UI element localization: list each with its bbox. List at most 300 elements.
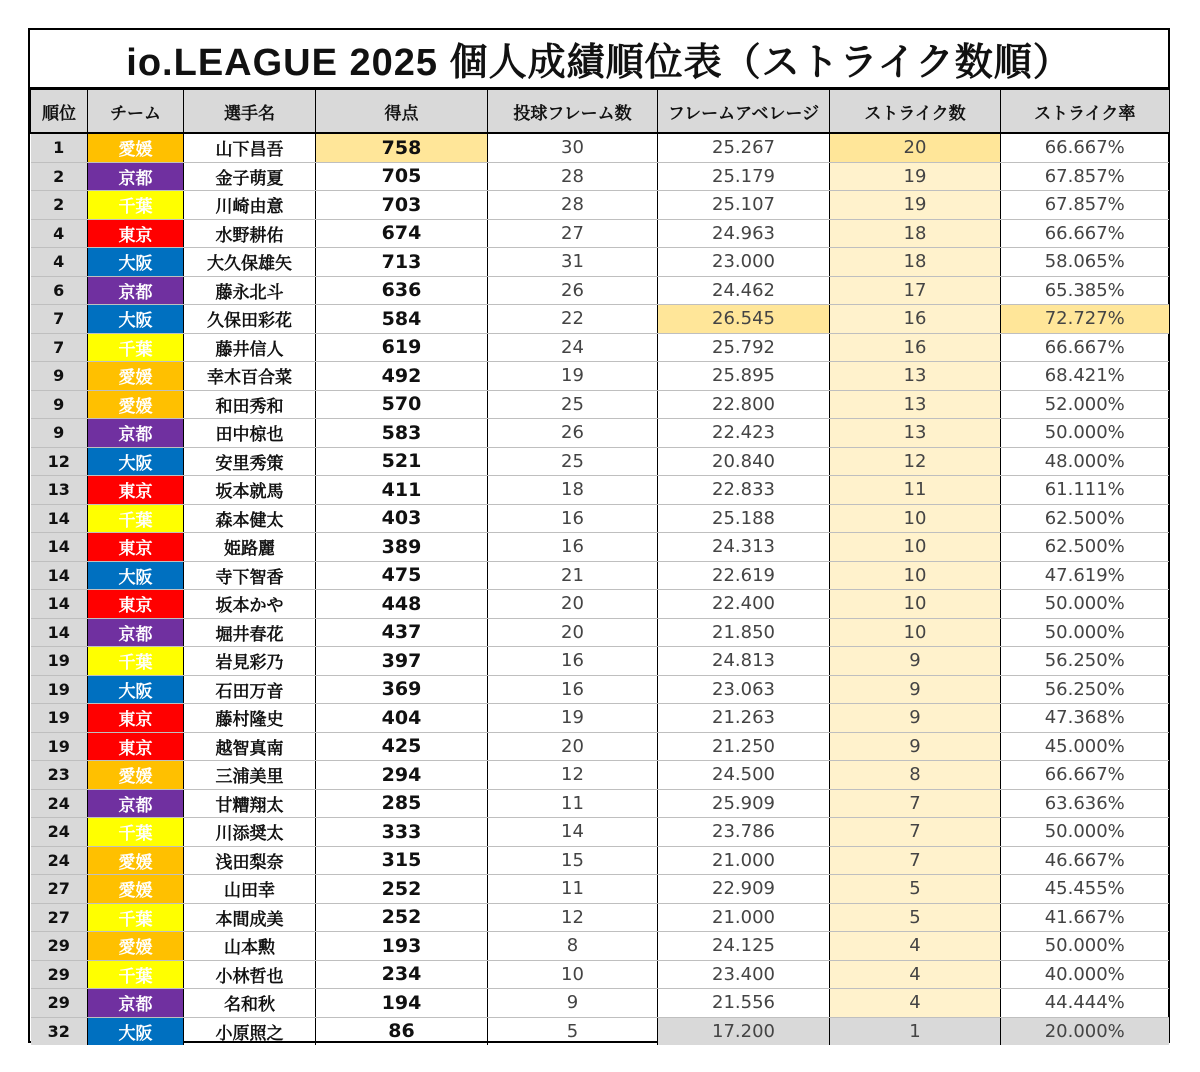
team-cell: 大阪 (88, 447, 184, 476)
team-cell: 愛媛 (88, 390, 184, 419)
rank-cell: 29 (31, 989, 88, 1018)
score-cell: 619 (316, 333, 488, 362)
frame-average-cell: 22.423 (658, 419, 830, 448)
rank-cell: 24 (31, 846, 88, 875)
strike-rate-cell: 66.667% (1001, 219, 1169, 248)
frames-cell: 5 (488, 1017, 658, 1045)
strike-rate-cell: 41.667% (1001, 903, 1169, 932)
frame-average-cell: 22.400 (658, 590, 830, 619)
team-cell: 千葉 (88, 903, 184, 932)
strike-count-cell: 12 (830, 447, 1001, 476)
strike-rate-cell: 63.636% (1001, 789, 1169, 818)
frames-cell: 18 (488, 476, 658, 505)
score-cell: 369 (316, 675, 488, 704)
table-row (31, 875, 1169, 904)
strike-count-cell: 7 (830, 818, 1001, 847)
rank-cell: 13 (31, 476, 88, 505)
header-player: 選手名 (184, 90, 316, 134)
table-row (31, 704, 1169, 733)
rank-cell: 9 (31, 362, 88, 391)
rank-cell: 14 (31, 504, 88, 533)
strike-rate-cell: 62.500% (1001, 504, 1169, 533)
player-name-cell: 山本勲 (184, 932, 316, 961)
player-name-cell: 姫路麗 (184, 533, 316, 562)
frame-average-cell: 22.909 (658, 875, 830, 904)
header-row (31, 90, 1169, 134)
table-row (31, 561, 1169, 590)
frames-cell: 20 (488, 732, 658, 761)
strike-count-cell: 19 (830, 191, 1001, 220)
frame-average-cell: 23.063 (658, 675, 830, 704)
frame-average-cell: 23.786 (658, 818, 830, 847)
strike-count-cell: 18 (830, 219, 1001, 248)
rank-cell: 14 (31, 561, 88, 590)
score-cell: 294 (316, 761, 488, 790)
table-row (31, 476, 1169, 505)
strike-count-cell: 10 (830, 533, 1001, 562)
strike-count-cell: 20 (830, 133, 1001, 162)
player-name-cell: 水野耕佑 (184, 219, 316, 248)
frame-average-cell: 24.125 (658, 932, 830, 961)
strike-count-cell: 1 (830, 1017, 1001, 1045)
frames-cell: 16 (488, 533, 658, 562)
player-name-cell: 甘糟翔太 (184, 789, 316, 818)
frames-cell: 11 (488, 789, 658, 818)
frame-average-cell: 25.895 (658, 362, 830, 391)
header-rank: 順位 (31, 90, 88, 134)
strike-rate-cell: 48.000% (1001, 447, 1169, 476)
strike-rate-cell: 56.250% (1001, 675, 1169, 704)
strike-rate-cell: 44.444% (1001, 989, 1169, 1018)
score-cell: 425 (316, 732, 488, 761)
table-row (31, 789, 1169, 818)
strike-count-cell: 10 (830, 504, 1001, 533)
team-cell: 京都 (88, 162, 184, 191)
team-cell: 愛媛 (88, 362, 184, 391)
frames-cell: 16 (488, 675, 658, 704)
score-cell: 521 (316, 447, 488, 476)
player-name-cell: 越智真南 (184, 732, 316, 761)
frame-average-cell: 21.000 (658, 846, 830, 875)
rank-cell: 19 (31, 675, 88, 704)
player-name-cell: 森本健太 (184, 504, 316, 533)
rank-cell: 27 (31, 903, 88, 932)
rank-cell: 12 (31, 447, 88, 476)
frame-average-cell: 23.400 (658, 960, 830, 989)
team-cell: 京都 (88, 419, 184, 448)
rank-cell: 19 (31, 704, 88, 733)
strike-count-cell: 10 (830, 590, 1001, 619)
strike-rate-cell: 45.000% (1001, 732, 1169, 761)
strike-count-cell: 17 (830, 276, 1001, 305)
strike-rate-cell: 72.727% (1001, 305, 1169, 334)
frames-cell: 15 (488, 846, 658, 875)
table-body (31, 133, 1169, 1045)
strike-count-cell: 13 (830, 362, 1001, 391)
frames-cell: 30 (488, 133, 658, 162)
player-name-cell: 和田秀和 (184, 390, 316, 419)
frame-average-cell: 25.909 (658, 789, 830, 818)
score-cell: 193 (316, 932, 488, 961)
score-cell: 403 (316, 504, 488, 533)
frames-cell: 11 (488, 875, 658, 904)
team-cell: 愛媛 (88, 761, 184, 790)
strike-rate-cell: 66.667% (1001, 133, 1169, 162)
rank-cell: 7 (31, 333, 88, 362)
score-cell: 389 (316, 533, 488, 562)
table-row (31, 447, 1169, 476)
table-row (31, 333, 1169, 362)
rank-cell: 4 (31, 219, 88, 248)
team-cell: 大阪 (88, 675, 184, 704)
frames-cell: 26 (488, 276, 658, 305)
strike-count-cell: 5 (830, 903, 1001, 932)
frame-average-cell: 22.800 (658, 390, 830, 419)
rank-cell: 14 (31, 618, 88, 647)
table-row (31, 504, 1169, 533)
frame-average-cell: 17.200 (658, 1017, 830, 1045)
strike-count-cell: 5 (830, 875, 1001, 904)
table-row (31, 732, 1169, 761)
rank-cell: 29 (31, 960, 88, 989)
strike-rate-cell: 46.667% (1001, 846, 1169, 875)
strike-rate-cell: 62.500% (1001, 533, 1169, 562)
table-row (31, 818, 1169, 847)
strike-count-cell: 10 (830, 618, 1001, 647)
strike-rate-cell: 67.857% (1001, 162, 1169, 191)
strike-count-cell: 4 (830, 989, 1001, 1018)
strike-count-cell: 19 (830, 162, 1001, 191)
table-row (31, 362, 1169, 391)
frame-average-cell: 20.840 (658, 447, 830, 476)
team-cell: 京都 (88, 276, 184, 305)
rank-cell: 19 (31, 732, 88, 761)
player-name-cell: 浅田梨奈 (184, 846, 316, 875)
header-team: チーム (88, 90, 184, 134)
rank-cell: 2 (31, 162, 88, 191)
frames-cell: 25 (488, 447, 658, 476)
player-name-cell: 小林哲也 (184, 960, 316, 989)
frames-cell: 28 (488, 162, 658, 191)
frame-average-cell: 24.963 (658, 219, 830, 248)
team-cell: 東京 (88, 219, 184, 248)
standings-table (30, 89, 1169, 1045)
score-cell: 448 (316, 590, 488, 619)
header-strike-rate: ストライク率 (1001, 90, 1169, 134)
rank-cell: 24 (31, 818, 88, 847)
score-cell: 570 (316, 390, 488, 419)
strike-rate-cell: 47.368% (1001, 704, 1169, 733)
frame-average-cell: 24.813 (658, 647, 830, 676)
strike-rate-cell: 68.421% (1001, 362, 1169, 391)
rank-cell: 1 (31, 133, 88, 162)
score-cell: 674 (316, 219, 488, 248)
team-cell: 千葉 (88, 960, 184, 989)
team-cell: 愛媛 (88, 846, 184, 875)
rank-cell: 9 (31, 390, 88, 419)
frames-cell: 16 (488, 504, 658, 533)
strike-rate-cell: 20.000% (1001, 1017, 1169, 1045)
strike-rate-cell: 56.250% (1001, 647, 1169, 676)
player-name-cell: 岩見彩乃 (184, 647, 316, 676)
strike-count-cell: 8 (830, 761, 1001, 790)
table-row (31, 305, 1169, 334)
strike-rate-cell: 65.385% (1001, 276, 1169, 305)
strike-count-cell: 13 (830, 419, 1001, 448)
rank-cell: 24 (31, 789, 88, 818)
frame-average-cell: 24.500 (658, 761, 830, 790)
frame-average-cell: 24.313 (658, 533, 830, 562)
score-cell: 758 (316, 133, 488, 162)
strike-count-cell: 9 (830, 675, 1001, 704)
frames-cell: 12 (488, 761, 658, 790)
strike-count-cell: 10 (830, 561, 1001, 590)
player-name-cell: 田中椋也 (184, 419, 316, 448)
strike-count-cell: 9 (830, 732, 1001, 761)
player-name-cell: 名和秋 (184, 989, 316, 1018)
team-cell: 愛媛 (88, 932, 184, 961)
table-row (31, 248, 1169, 277)
frames-cell: 25 (488, 390, 658, 419)
table-row (31, 191, 1169, 220)
frame-average-cell: 25.267 (658, 133, 830, 162)
player-name-cell: 久保田彩花 (184, 305, 316, 334)
frame-average-cell: 21.250 (658, 732, 830, 761)
frame-average-cell: 24.462 (658, 276, 830, 305)
frames-cell: 28 (488, 191, 658, 220)
frames-cell: 20 (488, 590, 658, 619)
table-row (31, 761, 1169, 790)
team-cell: 京都 (88, 789, 184, 818)
strike-rate-cell: 50.000% (1001, 818, 1169, 847)
frame-average-cell: 22.833 (658, 476, 830, 505)
player-name-cell: 山下昌吾 (184, 133, 316, 162)
player-name-cell: 坂本就馬 (184, 476, 316, 505)
score-cell: 583 (316, 419, 488, 448)
strike-rate-cell: 58.065% (1001, 248, 1169, 277)
player-name-cell: 川崎由意 (184, 191, 316, 220)
standings-sheet (28, 28, 1170, 1043)
strike-rate-cell: 50.000% (1001, 932, 1169, 961)
team-cell: 東京 (88, 590, 184, 619)
table-row (31, 903, 1169, 932)
team-cell: 東京 (88, 704, 184, 733)
player-name-cell: 本間成美 (184, 903, 316, 932)
strike-count-cell: 16 (830, 333, 1001, 362)
player-name-cell: 三浦美里 (184, 761, 316, 790)
strike-rate-cell: 50.000% (1001, 590, 1169, 619)
table-row (31, 419, 1169, 448)
score-cell: 713 (316, 248, 488, 277)
frames-cell: 9 (488, 989, 658, 1018)
table-row (31, 390, 1169, 419)
player-name-cell: 小原照之 (184, 1017, 316, 1045)
score-cell: 584 (316, 305, 488, 334)
player-name-cell: 坂本かや (184, 590, 316, 619)
score-cell: 703 (316, 191, 488, 220)
team-cell: 千葉 (88, 504, 184, 533)
frame-average-cell: 25.179 (658, 162, 830, 191)
team-cell: 愛媛 (88, 875, 184, 904)
strike-count-cell: 18 (830, 248, 1001, 277)
team-cell: 大阪 (88, 305, 184, 334)
team-cell: 千葉 (88, 818, 184, 847)
frame-average-cell: 22.619 (658, 561, 830, 590)
table-row (31, 647, 1169, 676)
page-title: io.LEAGUE 2025 個人成績順位表（ストライク数順） (30, 30, 1168, 89)
frame-average-cell: 21.000 (658, 903, 830, 932)
player-name-cell: 藤永北斗 (184, 276, 316, 305)
frames-cell: 19 (488, 704, 658, 733)
frames-cell: 10 (488, 960, 658, 989)
table-row (31, 675, 1169, 704)
table-row (31, 533, 1169, 562)
team-cell: 東京 (88, 732, 184, 761)
table-row (31, 932, 1169, 961)
strike-rate-cell: 66.667% (1001, 333, 1169, 362)
frames-cell: 8 (488, 932, 658, 961)
rank-cell: 23 (31, 761, 88, 790)
frames-cell: 14 (488, 818, 658, 847)
frames-cell: 20 (488, 618, 658, 647)
score-cell: 397 (316, 647, 488, 676)
strike-count-cell: 7 (830, 846, 1001, 875)
strike-rate-cell: 66.667% (1001, 761, 1169, 790)
player-name-cell: 藤井信人 (184, 333, 316, 362)
score-cell: 86 (316, 1017, 488, 1045)
score-cell: 404 (316, 704, 488, 733)
rank-cell: 27 (31, 875, 88, 904)
table-row (31, 960, 1169, 989)
player-name-cell: 川添奨太 (184, 818, 316, 847)
frames-cell: 21 (488, 561, 658, 590)
header-average: フレームアベレージ (658, 90, 830, 134)
team-cell: 千葉 (88, 647, 184, 676)
player-name-cell: 大久保雄矢 (184, 248, 316, 277)
frame-average-cell: 25.188 (658, 504, 830, 533)
strike-rate-cell: 50.000% (1001, 618, 1169, 647)
score-cell: 492 (316, 362, 488, 391)
frames-cell: 16 (488, 647, 658, 676)
score-cell: 705 (316, 162, 488, 191)
frames-cell: 27 (488, 219, 658, 248)
rank-cell: 29 (31, 932, 88, 961)
strike-rate-cell: 61.111% (1001, 476, 1169, 505)
strike-count-cell: 11 (830, 476, 1001, 505)
frames-cell: 12 (488, 903, 658, 932)
table-row (31, 162, 1169, 191)
score-cell: 411 (316, 476, 488, 505)
score-cell: 252 (316, 875, 488, 904)
frames-cell: 22 (488, 305, 658, 334)
table-row (31, 219, 1169, 248)
strike-count-cell: 9 (830, 704, 1001, 733)
frames-cell: 24 (488, 333, 658, 362)
team-cell: 千葉 (88, 333, 184, 362)
player-name-cell: 藤村隆史 (184, 704, 316, 733)
team-cell: 千葉 (88, 191, 184, 220)
score-cell: 437 (316, 618, 488, 647)
team-cell: 大阪 (88, 248, 184, 277)
player-name-cell: 山田幸 (184, 875, 316, 904)
rank-cell: 2 (31, 191, 88, 220)
frame-average-cell: 26.545 (658, 305, 830, 334)
score-cell: 333 (316, 818, 488, 847)
table-row (31, 618, 1169, 647)
player-name-cell: 安里秀策 (184, 447, 316, 476)
strike-rate-cell: 52.000% (1001, 390, 1169, 419)
frame-average-cell: 25.792 (658, 333, 830, 362)
frame-average-cell: 21.556 (658, 989, 830, 1018)
rank-cell: 9 (31, 419, 88, 448)
team-cell: 愛媛 (88, 133, 184, 162)
score-cell: 315 (316, 846, 488, 875)
strike-rate-cell: 47.619% (1001, 561, 1169, 590)
rank-cell: 19 (31, 647, 88, 676)
rank-cell: 4 (31, 248, 88, 277)
table-row (31, 590, 1169, 619)
table-row (31, 989, 1169, 1018)
header-frames: 投球フレーム数 (488, 90, 658, 134)
rank-cell: 32 (31, 1017, 88, 1045)
score-cell: 475 (316, 561, 488, 590)
score-cell: 234 (316, 960, 488, 989)
team-cell: 大阪 (88, 561, 184, 590)
frame-average-cell: 21.850 (658, 618, 830, 647)
header-score: 得点 (316, 90, 488, 134)
player-name-cell: 幸木百合菜 (184, 362, 316, 391)
team-cell: 東京 (88, 476, 184, 505)
strike-count-cell: 4 (830, 960, 1001, 989)
strike-count-cell: 7 (830, 789, 1001, 818)
team-cell: 京都 (88, 618, 184, 647)
frames-cell: 19 (488, 362, 658, 391)
strike-rate-cell: 67.857% (1001, 191, 1169, 220)
player-name-cell: 寺下智香 (184, 561, 316, 590)
player-name-cell: 堀井春花 (184, 618, 316, 647)
score-cell: 252 (316, 903, 488, 932)
strike-rate-cell: 45.455% (1001, 875, 1169, 904)
table-row (31, 276, 1169, 305)
header-strikes: ストライク数 (830, 90, 1001, 134)
strike-count-cell: 16 (830, 305, 1001, 334)
table-row (31, 846, 1169, 875)
table-row (31, 133, 1169, 162)
team-cell: 東京 (88, 533, 184, 562)
frame-average-cell: 23.000 (658, 248, 830, 277)
rank-cell: 7 (31, 305, 88, 334)
score-cell: 636 (316, 276, 488, 305)
rank-cell: 14 (31, 590, 88, 619)
strike-rate-cell: 40.000% (1001, 960, 1169, 989)
strike-count-cell: 4 (830, 932, 1001, 961)
frames-cell: 26 (488, 419, 658, 448)
frames-cell: 31 (488, 248, 658, 277)
table-row (31, 1017, 1169, 1045)
frame-average-cell: 25.107 (658, 191, 830, 220)
player-name-cell: 石田万音 (184, 675, 316, 704)
strike-count-cell: 13 (830, 390, 1001, 419)
rank-cell: 14 (31, 533, 88, 562)
rank-cell: 6 (31, 276, 88, 305)
team-cell: 京都 (88, 989, 184, 1018)
team-cell: 大阪 (88, 1017, 184, 1045)
strike-count-cell: 9 (830, 647, 1001, 676)
score-cell: 194 (316, 989, 488, 1018)
frame-average-cell: 21.263 (658, 704, 830, 733)
player-name-cell: 金子萌夏 (184, 162, 316, 191)
strike-rate-cell: 50.000% (1001, 419, 1169, 448)
